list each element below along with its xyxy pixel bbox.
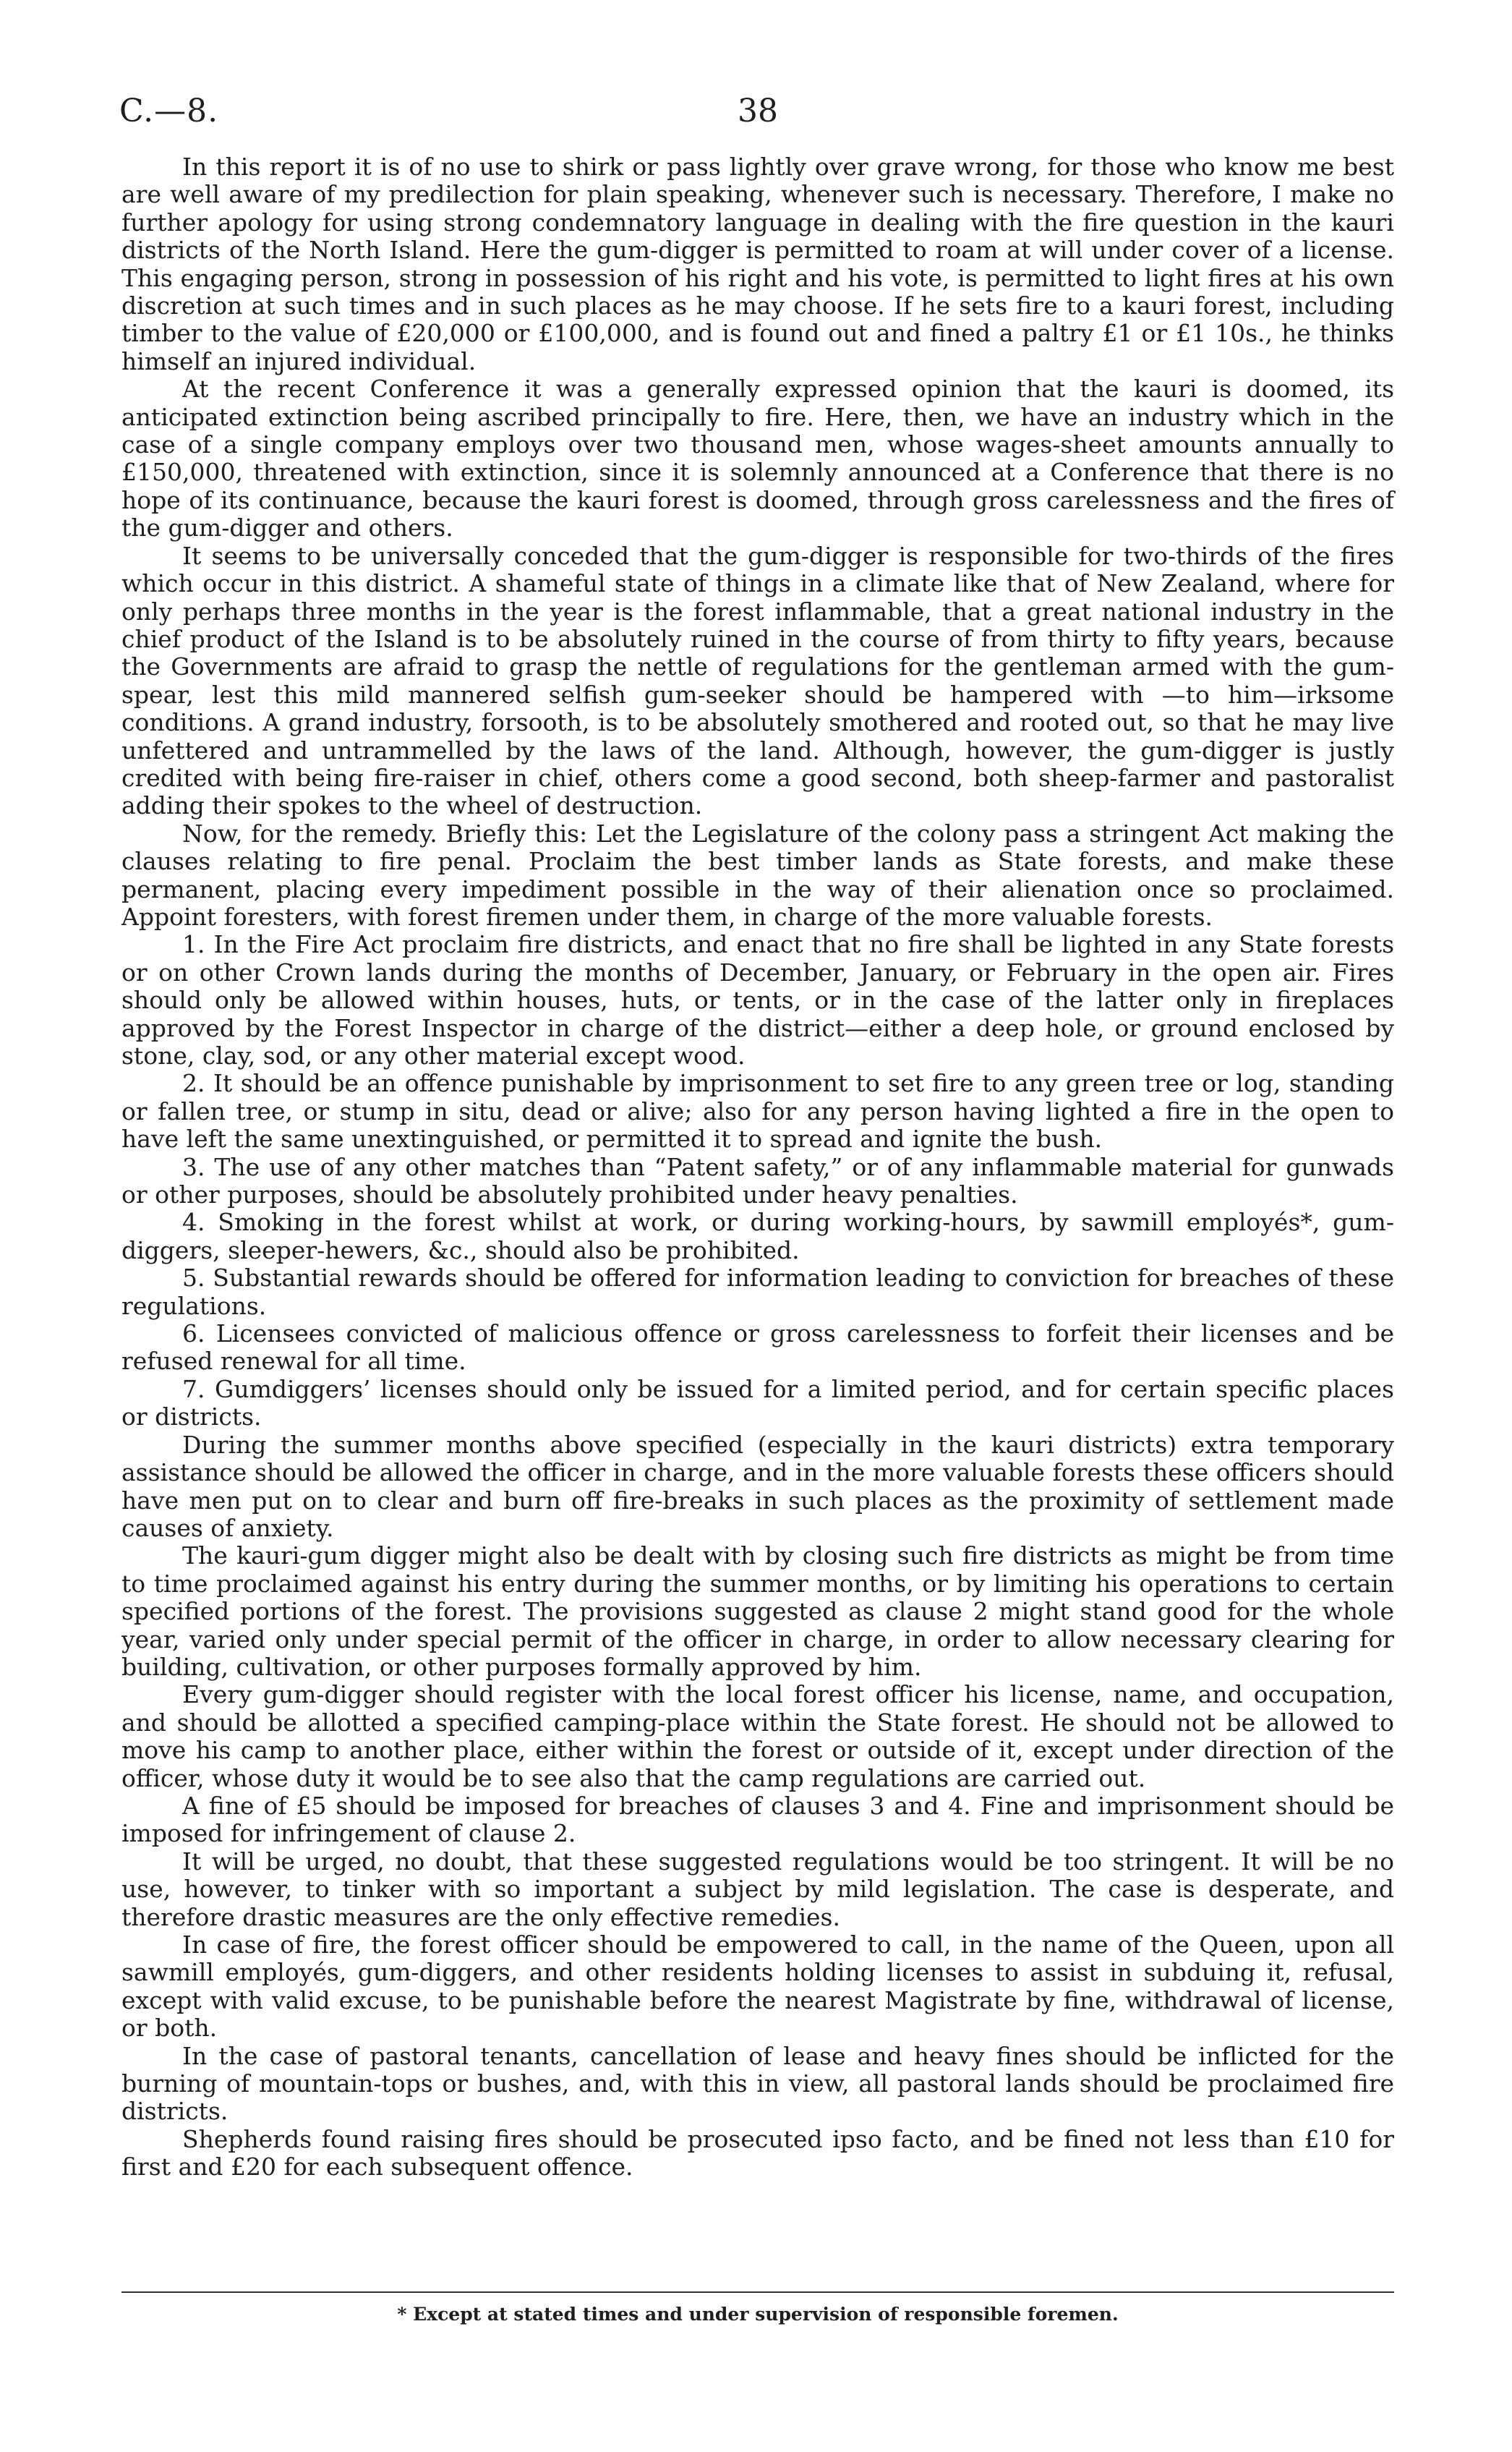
page-number: 38	[738, 93, 778, 129]
footnote: * Except at stated times and under supervision of responsible foremen.	[397, 2304, 1119, 2325]
paragraph: In this report it is of no use to shirk or pass lightly over grave wrong, for those who know me best are well aware of my predilection for plain speaking, whenever such is necessary. Therefore, I make no further apology for using strong condemnatory language in dealing with the fire question in the kauri districts of the North Island. Here the gum-digger is permitted to roam at will under cover of a license. This engaging person, strong in possession of his right and his vote, is permitted to light fires at his own discretion at such times and in such places as he may choose. If he sets fire to a kauri forest, including timber to the value of £20,000 or £100,000, and is found out and fined a paltry £1 or £1 10s., he thinks himself an injured individual.	[121, 153, 1394, 375]
paragraph: Every gum-digger should register with the local forest officer his license, name, and occupation, and should be allotted a specified camping-place within the State forest. He should not be allowed to move his camp to another place, either within the forest or outside of it, except under direction of the officer, whose duty it would be to see also that the camp regulations are carried out.	[121, 1680, 1394, 1792]
paragraph: It seems to be universally conceded that the gum-digger is responsible for two-thirds of the fires which occur in this district. A shameful state of things in a climate like that of New Zealand, where for only perhaps three months in the year is the forest inflammable, that a great national industry in the chief product of the Island is to be absolutely ruined in the course of from thirty to fifty years, because the Governments are afraid to grasp the nettle of regulations for the gentleman armed with the gum-spear, lest this mild mannered selfish gum-seeker should be hampered with —to him—irksome conditions. A grand industry, forsooth, is to be absolutely smothered and rooted out, so that he may live unfettered and untrammelled by the laws of the land. Although, however, the gum-digger is justly credited with being fire-raiser in chief, others come a good second, both sheep-farmer and pastoralist adding their spokes to the wheel of destruction.	[121, 541, 1394, 820]
paragraph: In the case of pastoral tenants, cancellation of lease and heavy fines should be inflicted for the burning of mountain-tops or bushes, and, with this in view, all pastoral lands should be proclaimed fire districts.	[121, 2041, 1394, 2126]
clause-3: 3. The use of any other matches than “Patent safety,” or of any inflammable material for gunwads or other purposes, should be absolutely prohibited under heavy penalties.	[121, 1152, 1394, 1209]
paragraph: It will be urged, no doubt, that these suggested regulations would be too stringent. It will be no use, however, to tinker with so important a subject by mild legislation. The case is desperate, and therefore drastic measures are the only effective remedies.	[121, 1847, 1394, 1931]
footnote-divider	[121, 2291, 1394, 2293]
body-text	[121, 153, 1394, 2181]
clause-5: 5. Substantial rewards should be offered for information leading to conviction for breaches of these regulations.	[121, 1264, 1394, 1320]
clause-2: 2. It should be an offence punishable by imprisonment to set fire to any green tree or log, standing or fallen tree, or stump in situ, dead or alive; also for any person having lighted a fire in the open to have left the same unextinguished, or permitted it to spread and ignite the bush.	[121, 1069, 1394, 1154]
clause-6: 6. Licensees convicted of malicious offence or gross carelessness to forfeit their licenses and be refused renewal for all time.	[121, 1319, 1394, 1376]
clause-7: 7. Gumdiggers’ licenses should only be issued for a limited period, and for certain specific places or districts.	[121, 1374, 1394, 1431]
page-header	[119, 93, 1392, 136]
paragraph: At the recent Conference it was a generally expressed opinion that the kauri is doomed, its anticipated extinction being ascribed principally to fire. Here, then, we have an industry which in the case of a single company employs over two thousand men, whose wages-sheet amounts annually to £150,000, threatened with extinction, since it is solemnly announced at a Conference that there is no hope of its continuance, because the kauri forest is doomed, through gross carelessness and the fires of the gum-digger and others.	[121, 375, 1394, 542]
document-reference: C.—8.	[119, 93, 219, 129]
clause-1: 1. In the Fire Act proclaim fire districts, and enact that no fire shall be lighted in any State forests or on other Crown lands during the months of December, January, or February in the open air. Fires should only be allowed within houses, huts, or tents, or in the case of the latter only in fireplaces approved by the Forest Inspector in charge of the district—either a deep hole, or ground enclosed by stone, clay, sod, or any other material except wood.	[121, 930, 1394, 1070]
paragraph: Now, for the remedy. Briefly this: Let the Legislature of the colony pass a stringent Act making the clauses relating to fire penal. Proclaim the best timber lands as State forests, and make these permanent, placing every impediment possible in the way of their alienation once so proclaimed. Appoint foresters, with forest firemen under them, in charge of the more valuable forests.	[121, 819, 1394, 931]
paragraph: In case of fire, the forest officer should be empowered to call, in the name of the Queen, upon all sawmill employés, gum-diggers, and other residents holding licenses to assist in subduing it, refusal, except with valid excuse, to be punishable before the nearest Magistrate by fine, withdrawal of license, or both.	[121, 1930, 1394, 2043]
paragraph: The kauri-gum digger might also be dealt with by closing such fire districts as might be from time to time proclaimed against his entry during the summer months, or by limiting his operations to certain specified portions of the forest. The provisions suggested as clause 2 might stand good for the whole year, varied only under special permit of the officer in charge, in order to allow necessary clearing for building, cultivation, or other purposes formally approved by him.	[121, 1541, 1394, 1681]
paragraph: Shepherds found raising fires should be prosecuted ipso facto, and be fined not less than £10 for first and £20 for each subsequent offence.	[121, 2124, 1394, 2181]
clause-4: 4. Smoking in the forest whilst at work, or during working-hours, by sawmill employés*, gum-diggers, sleeper-hewers, &c., should also be prohibited.	[121, 1208, 1394, 1264]
paragraph: During the summer months above specified (especially in the kauri districts) extra temporary assistance should be allowed the officer in charge, and in the more valuable forests these officers should have men put on to clear and burn off fire-breaks in such places as the proximity of settlement made causes of anxiety.	[121, 1430, 1394, 1542]
paragraph: A fine of £5 should be imposed for breaches of clauses 3 and 4. Fine and imprisonment should be imposed for infringement of clause 2.	[121, 1791, 1394, 1848]
